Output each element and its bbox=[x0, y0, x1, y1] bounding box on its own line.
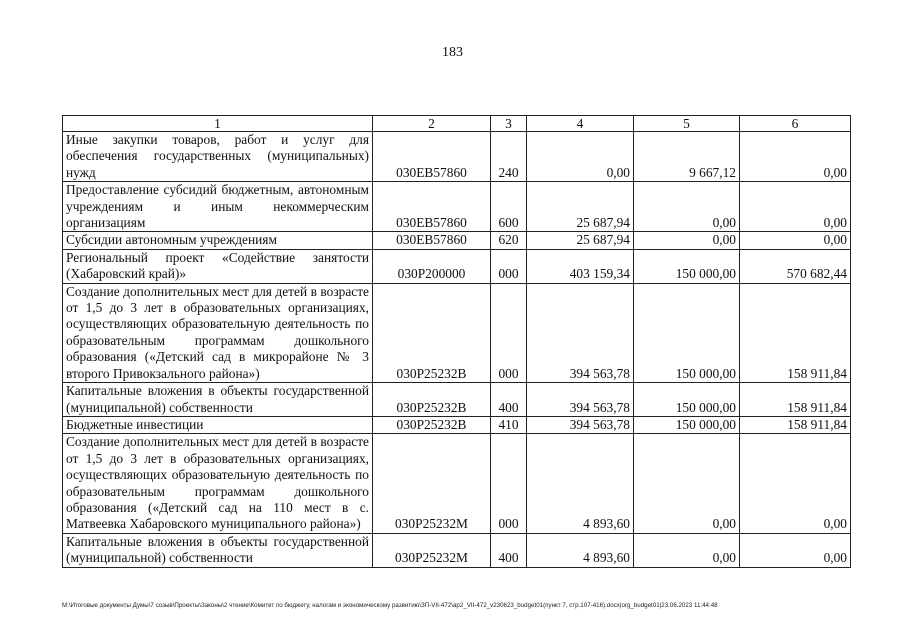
row-type: 000 bbox=[491, 249, 527, 283]
row-type: 400 bbox=[491, 533, 527, 567]
budget-table bbox=[62, 115, 851, 568]
row-value-5: 0,00 bbox=[634, 533, 740, 567]
row-value-5: 0,00 bbox=[634, 232, 740, 249]
row-value-6: 570 682,44 bbox=[740, 249, 851, 283]
row-value-6: 0,00 bbox=[740, 182, 851, 232]
row-value-4: 25 687,94 bbox=[527, 182, 634, 232]
row-value-6: 0,00 bbox=[740, 533, 851, 567]
row-code: 030EB57860 bbox=[373, 182, 491, 232]
row-value-5: 150 000,00 bbox=[634, 416, 740, 433]
header-col-3: 3 bbox=[491, 116, 527, 132]
row-name: Капитальные вложения в объекты государственной (муниципальной) собственности bbox=[63, 533, 373, 567]
table-row bbox=[63, 249, 851, 283]
row-value-5: 0,00 bbox=[634, 182, 740, 232]
row-value-5: 150 000,00 bbox=[634, 283, 740, 382]
row-value-6: 0,00 bbox=[740, 132, 851, 182]
row-type: 240 bbox=[491, 132, 527, 182]
row-code: 030P200000 bbox=[373, 249, 491, 283]
row-type: 000 bbox=[491, 434, 527, 533]
row-value-5: 9 667,12 bbox=[634, 132, 740, 182]
table-row bbox=[63, 283, 851, 382]
row-value-6: 158 911,84 bbox=[740, 416, 851, 433]
row-value-4: 394 563,78 bbox=[527, 383, 634, 417]
row-value-4: 0,00 bbox=[527, 132, 634, 182]
row-type: 000 bbox=[491, 283, 527, 382]
page-number: 183 bbox=[442, 45, 463, 60]
table-row bbox=[63, 383, 851, 417]
row-value-4: 403 159,34 bbox=[527, 249, 634, 283]
row-type: 410 bbox=[491, 416, 527, 433]
header-col-5: 5 bbox=[634, 116, 740, 132]
row-value-4: 394 563,78 bbox=[527, 283, 634, 382]
row-name: Капитальные вложения в объекты государственной (муниципальной) собственности bbox=[63, 383, 373, 417]
row-code: 030P25232B bbox=[373, 283, 491, 382]
header-col-4: 4 bbox=[527, 116, 634, 132]
row-value-4: 4 893,60 bbox=[527, 533, 634, 567]
header-col-6: 6 bbox=[740, 116, 851, 132]
row-value-6: 0,00 bbox=[740, 434, 851, 533]
row-name: Региональный проект «Содействие занятости (Хабаровский край)» bbox=[63, 249, 373, 283]
row-value-5: 0,00 bbox=[634, 434, 740, 533]
row-value-6: 158 911,84 bbox=[740, 383, 851, 417]
table-row bbox=[63, 434, 851, 533]
row-code: 030P25232M bbox=[373, 533, 491, 567]
row-value-5: 150 000,00 bbox=[634, 249, 740, 283]
row-name: Предоставление субсидий бюджетным, автономным учреждениям и иным некоммерческим организациям bbox=[63, 182, 373, 232]
row-value-5: 150 000,00 bbox=[634, 383, 740, 417]
table-row bbox=[63, 416, 851, 433]
row-name: Создание дополнительных мест для детей в возрасте от 1,5 до 3 лет в образовательных организациях, осуществляющих образовательную деятельность по образовательным программам дошкольного образования («Детский сад на 110 мест в с. Матвеевка Хабаровского муниципального района») bbox=[63, 434, 373, 533]
row-code: 030EB57860 bbox=[373, 132, 491, 182]
header-col-1: 1 bbox=[63, 116, 373, 132]
row-value-6: 158 911,84 bbox=[740, 283, 851, 382]
row-code: 030P25232B bbox=[373, 416, 491, 433]
table-row bbox=[63, 182, 851, 232]
row-name: Иные закупки товаров, работ и услуг для обеспечения государственных (муниципальных) нужд bbox=[63, 132, 373, 182]
table-row bbox=[63, 232, 851, 249]
table-header-row bbox=[63, 116, 851, 132]
table-row bbox=[63, 533, 851, 567]
row-type: 600 bbox=[491, 182, 527, 232]
row-name: Субсидии автономным учреждениям bbox=[63, 232, 373, 249]
header-col-2: 2 bbox=[373, 116, 491, 132]
table-row bbox=[63, 132, 851, 182]
row-value-4: 4 893,60 bbox=[527, 434, 634, 533]
row-name: Создание дополнительных мест для детей в возрасте от 1,5 до 3 лет в образовательных организациях, осуществляющих образовательную деятельность по образовательным программам дошкольного образования («Детский сад в микрорайоне № 3 второго Привокзального района») bbox=[63, 283, 373, 382]
row-value-6: 0,00 bbox=[740, 232, 851, 249]
row-code: 030P25232B bbox=[373, 383, 491, 417]
row-name: Бюджетные инвестиции bbox=[63, 416, 373, 433]
row-code: 030P25232M bbox=[373, 434, 491, 533]
document-path-footer: M:\Итоговые документы Думы\7 созыв\Проекты\Законы\2 чтение\Комитет по бюджету, налогам и экономическому развитию\ЗП-VII-472\ap2_VII-472_v230623_budget01(пункт 7, стр.107-416).docx|org_budget01|23.06.2023 11:44:48 bbox=[62, 602, 718, 609]
row-value-4: 25 687,94 bbox=[527, 232, 634, 249]
row-code: 030EB57860 bbox=[373, 232, 491, 249]
row-value-4: 394 563,78 bbox=[527, 416, 634, 433]
row-type: 400 bbox=[491, 383, 527, 417]
row-type: 620 bbox=[491, 232, 527, 249]
